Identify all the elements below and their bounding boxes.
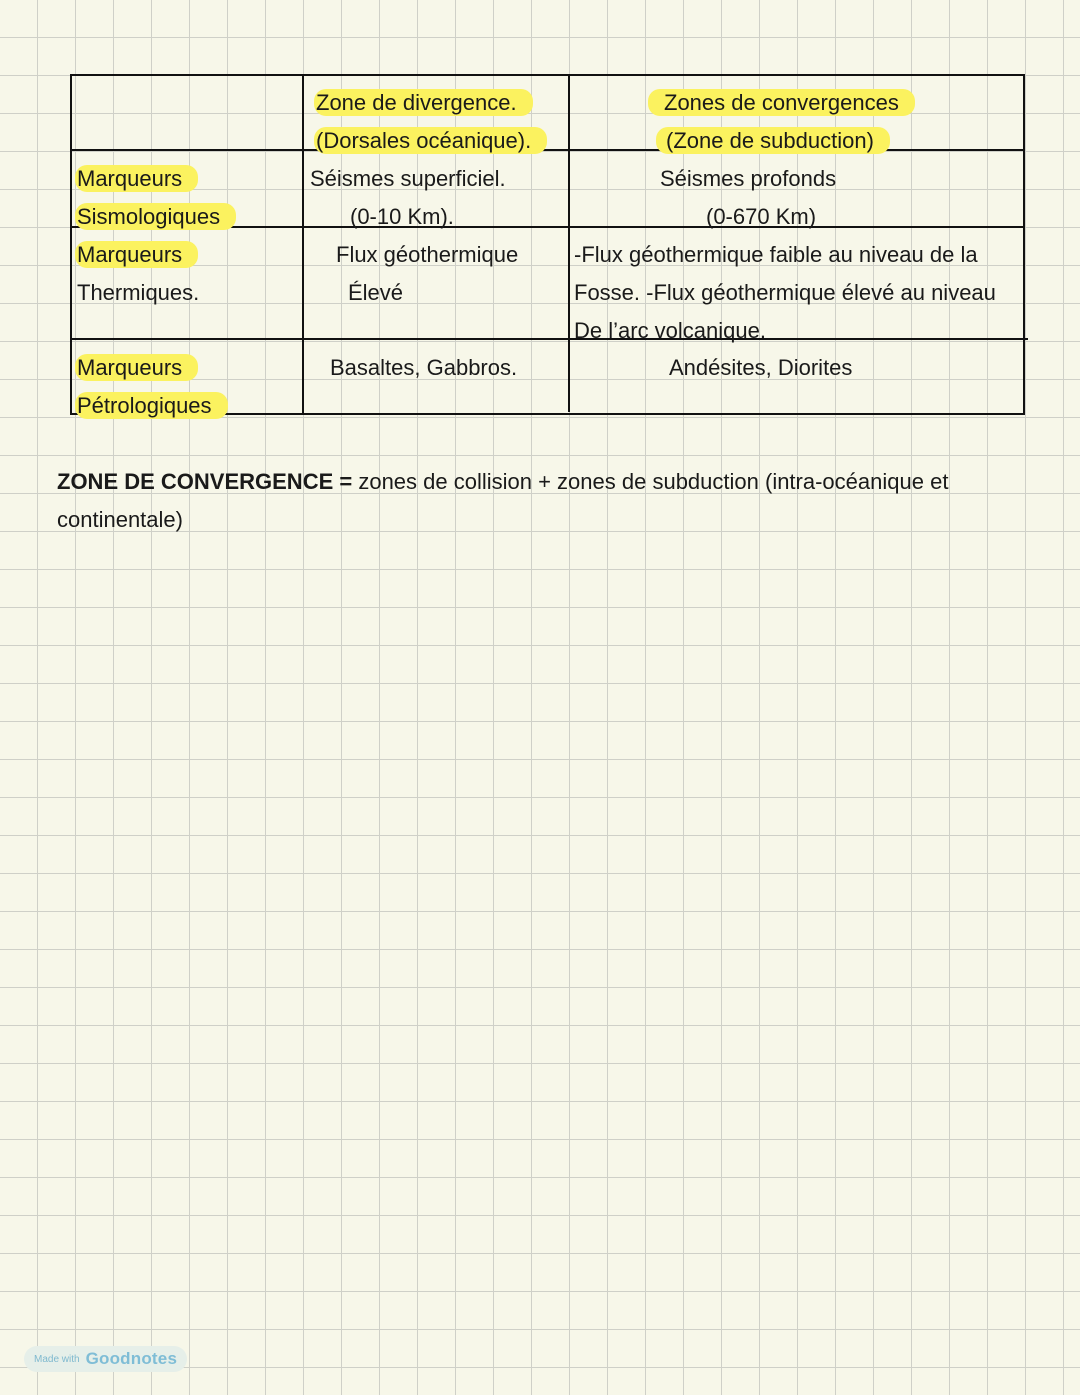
cell-line: Fosse. -Flux géothermique élevé au niveau	[574, 280, 996, 305]
definition-term: ZONE DE CONVERGENCE =	[57, 469, 353, 494]
row-label-line: Marqueurs	[75, 354, 198, 381]
cell-line: (0-670 Km)	[706, 204, 817, 229]
row-label-petrologiques	[75, 349, 228, 425]
cell-line: Andésites, Diorites	[669, 355, 853, 380]
row-label-line: Thermiques.	[77, 280, 200, 305]
table-column-divider	[568, 74, 570, 412]
row-label-sismologiques	[75, 160, 236, 236]
cell-line: Élevé	[348, 280, 404, 305]
cell-convergence-petro	[669, 349, 852, 387]
table-border-right	[1023, 74, 1025, 415]
goodnotes-badge	[24, 1346, 187, 1372]
row-label-line: Pétrologiques	[75, 392, 228, 419]
header-convergence-line-1: Zones de convergences	[648, 89, 915, 116]
cell-line: (0-10 Km).	[350, 204, 454, 229]
row-label-thermiques	[75, 236, 199, 312]
definition-text-continued: continentale)	[57, 507, 183, 532]
cell-divergence-sismo	[310, 160, 506, 236]
cell-divergence-thermo	[336, 236, 518, 312]
table-border-left	[70, 74, 72, 415]
row-label-line: Marqueurs	[75, 165, 198, 192]
row-label-line: Marqueurs	[75, 241, 198, 268]
cell-line: Flux géothermique	[336, 242, 519, 267]
header-convergence	[648, 84, 915, 160]
row-label-line: Sismologiques	[75, 203, 236, 230]
header-divergence	[314, 84, 547, 160]
made-with-label: Made with	[34, 1353, 80, 1365]
definition-note	[57, 463, 1037, 539]
goodnotes-logo: Goodnotes	[85, 1349, 178, 1368]
cell-line: Basaltes, Gabbros.	[330, 355, 518, 380]
definition-text: zones de collision + zones de subduction (intra-océanique et	[352, 469, 949, 494]
cell-line: Séismes profonds	[660, 166, 837, 191]
header-divergence-line-1: Zone de divergence.	[314, 89, 533, 116]
header-divergence-line-2: (Dorsales océanique).	[314, 127, 547, 154]
cell-divergence-petro	[330, 349, 517, 387]
cell-line: -Flux géothermique faible au niveau de la	[574, 242, 978, 267]
cell-line: De l’arc volcanique.	[574, 318, 766, 343]
cell-convergence-sismo	[660, 160, 836, 236]
table-column-divider	[302, 74, 304, 415]
cell-convergence-thermo	[574, 236, 996, 350]
table-border-top	[70, 74, 1025, 76]
header-convergence-line-2: (Zone de subduction)	[656, 127, 890, 154]
cell-line: Séismes superficiel.	[310, 166, 506, 191]
